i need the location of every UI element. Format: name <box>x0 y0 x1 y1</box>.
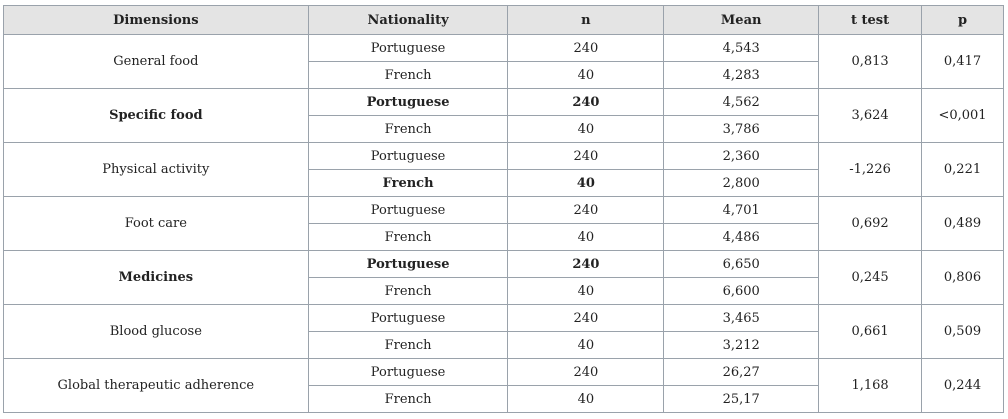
mean-cell: 3,786 <box>664 116 819 143</box>
mean-cell: 4,543 <box>664 35 819 62</box>
p-value-cell: <0,001 <box>922 89 1004 143</box>
mean-cell: 6,600 <box>664 278 819 305</box>
n-cell: 40 <box>508 386 664 413</box>
p-value-cell: 0,417 <box>922 35 1004 89</box>
header-dimensions: Dimensions <box>4 6 309 35</box>
n-cell: 40 <box>508 62 664 89</box>
n-cell: 40 <box>508 332 664 359</box>
dimension-cell: Specific food <box>4 89 309 143</box>
n-cell: 240 <box>508 251 664 278</box>
nationality-cell: Portuguese <box>308 251 508 278</box>
nationality-cell: French <box>308 332 508 359</box>
mean-cell: 2,360 <box>664 143 819 170</box>
mean-cell: 3,212 <box>664 332 819 359</box>
nationality-cell: Portuguese <box>308 305 508 332</box>
dimension-cell: General food <box>4 35 309 89</box>
mean-cell: 26,27 <box>664 359 819 386</box>
header-t-test: t test <box>819 6 922 35</box>
p-value-cell: 0,221 <box>922 143 1004 197</box>
n-cell: 40 <box>508 170 664 197</box>
t-test-cell: 0,661 <box>819 305 922 359</box>
mean-cell: 4,701 <box>664 197 819 224</box>
table-row <box>4 197 1004 224</box>
table-row <box>4 89 1004 116</box>
n-cell: 40 <box>508 116 664 143</box>
nationality-cell: French <box>308 170 508 197</box>
p-value-cell: 0,509 <box>922 305 1004 359</box>
mean-cell: 4,283 <box>664 62 819 89</box>
t-test-cell: 0,245 <box>819 251 922 305</box>
p-value-cell: 0,244 <box>922 359 1004 413</box>
n-cell: 240 <box>508 359 664 386</box>
t-test-cell: 0,692 <box>819 197 922 251</box>
nationality-cell: French <box>308 386 508 413</box>
dimension-cell: Blood glucose <box>4 305 309 359</box>
mean-cell: 2,800 <box>664 170 819 197</box>
nationality-cell: French <box>308 62 508 89</box>
dimension-cell: Global therapeutic adherence <box>4 359 309 413</box>
table-row <box>4 359 1004 386</box>
nationality-cell: Portuguese <box>308 359 508 386</box>
table-row <box>4 143 1004 170</box>
nationality-cell: French <box>308 278 508 305</box>
t-test-cell: 0,813 <box>819 35 922 89</box>
table-row <box>4 305 1004 332</box>
table-body <box>4 35 1004 413</box>
dimension-cell: Physical activity <box>4 143 309 197</box>
p-value-cell: 0,489 <box>922 197 1004 251</box>
mean-cell: 3,465 <box>664 305 819 332</box>
mean-cell: 25,17 <box>664 386 819 413</box>
mean-cell: 4,562 <box>664 89 819 116</box>
t-test-cell: 3,624 <box>819 89 922 143</box>
nationality-cell: French <box>308 116 508 143</box>
header-p: p <box>922 6 1004 35</box>
n-cell: 240 <box>508 89 664 116</box>
header-n: n <box>508 6 664 35</box>
nationality-cell: Portuguese <box>308 143 508 170</box>
nationality-cell: French <box>308 224 508 251</box>
nationality-cell: Portuguese <box>308 35 508 62</box>
n-cell: 40 <box>508 278 664 305</box>
table-row <box>4 251 1004 278</box>
table-row <box>4 35 1004 62</box>
header-nationality: Nationality <box>308 6 508 35</box>
n-cell: 40 <box>508 224 664 251</box>
t-test-cell: 1,168 <box>819 359 922 413</box>
p-value-cell: 0,806 <box>922 251 1004 305</box>
header-row <box>4 6 1004 35</box>
dimension-cell: Medicines <box>4 251 309 305</box>
results-table <box>3 5 1004 413</box>
nationality-cell: Portuguese <box>308 89 508 116</box>
mean-cell: 4,486 <box>664 224 819 251</box>
mean-cell: 6,650 <box>664 251 819 278</box>
t-test-cell: -1,226 <box>819 143 922 197</box>
dimension-cell: Foot care <box>4 197 309 251</box>
header-mean: Mean <box>664 6 819 35</box>
n-cell: 240 <box>508 305 664 332</box>
nationality-cell: Portuguese <box>308 197 508 224</box>
n-cell: 240 <box>508 143 664 170</box>
n-cell: 240 <box>508 35 664 62</box>
n-cell: 240 <box>508 197 664 224</box>
